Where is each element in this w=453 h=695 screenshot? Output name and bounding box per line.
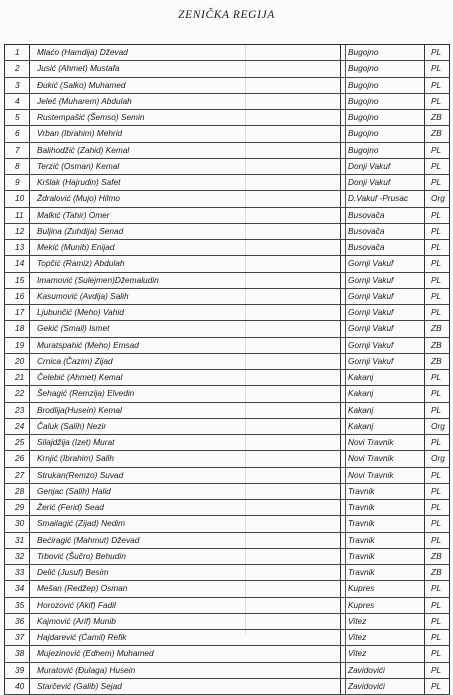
table-row bbox=[4, 321, 450, 337]
row-number: 22 bbox=[4, 386, 30, 401]
party-code: PL bbox=[426, 614, 450, 629]
table-row bbox=[4, 175, 450, 191]
party-code: PL bbox=[426, 143, 450, 158]
row-number: 38 bbox=[4, 646, 30, 661]
municipality: Gornji Vakuf bbox=[346, 338, 425, 353]
municipality: Busovača bbox=[346, 240, 425, 255]
party-code: Org bbox=[426, 419, 450, 434]
municipality: Bugojno bbox=[346, 126, 425, 141]
row-number: 25 bbox=[4, 435, 30, 450]
row-number: 39 bbox=[4, 663, 30, 678]
table-row bbox=[4, 370, 450, 386]
party-code: PL bbox=[426, 435, 450, 450]
party-code: PL bbox=[426, 45, 450, 60]
row-number: 26 bbox=[4, 451, 30, 466]
member-name: Mujezinović (Edhem) Muhamed bbox=[31, 646, 341, 661]
table-row bbox=[4, 533, 450, 549]
municipality: Zavidovići bbox=[346, 679, 425, 694]
municipality: Travnik bbox=[346, 516, 425, 531]
party-code: PL bbox=[426, 484, 450, 499]
party-code: Org bbox=[426, 191, 450, 206]
member-table bbox=[4, 44, 450, 695]
party-code: PL bbox=[426, 305, 450, 320]
row-number: 18 bbox=[4, 321, 30, 336]
row-number: 6 bbox=[4, 126, 30, 141]
member-name: Kršlak (Hajrudin) Safet bbox=[31, 175, 341, 190]
table-row bbox=[4, 208, 450, 224]
party-code: ZB bbox=[426, 338, 450, 353]
table-row bbox=[4, 305, 450, 321]
table-row bbox=[4, 338, 450, 354]
page-title: ZENIČKA REGIJA bbox=[178, 9, 275, 21]
party-code: PL bbox=[426, 679, 450, 694]
party-code: PL bbox=[426, 256, 450, 271]
member-name: Žerić (Ferid) Sead bbox=[31, 500, 341, 515]
table-row bbox=[4, 663, 450, 679]
row-number: 15 bbox=[4, 273, 30, 288]
table-row bbox=[4, 256, 450, 272]
municipality: Vitez bbox=[346, 646, 425, 661]
table-row bbox=[4, 354, 450, 370]
table-row bbox=[4, 45, 450, 61]
member-name: Muratspahić (Meho) Emsad bbox=[31, 338, 341, 353]
row-number: 30 bbox=[4, 516, 30, 531]
row-number: 28 bbox=[4, 484, 30, 499]
municipality: Travnik bbox=[346, 533, 425, 548]
row-number: 5 bbox=[4, 110, 30, 125]
table-row bbox=[4, 94, 450, 110]
table-row bbox=[4, 516, 450, 532]
party-code: PL bbox=[426, 598, 450, 613]
member-name: Delić (Jusuf) Besim bbox=[31, 565, 341, 580]
table-row bbox=[4, 419, 450, 435]
table-row bbox=[4, 61, 450, 77]
table-row bbox=[4, 549, 450, 565]
party-code: ZB bbox=[426, 354, 450, 369]
member-name: Ždralović (Mujo) Hilmo bbox=[31, 191, 341, 206]
member-name: Šehagić (Remzija) Elvedin bbox=[31, 386, 341, 401]
table-row bbox=[4, 614, 450, 630]
table-row bbox=[4, 191, 450, 207]
municipality: Gornji Vakuf bbox=[346, 321, 425, 336]
municipality: Travnik bbox=[346, 565, 425, 580]
party-code: PL bbox=[426, 630, 450, 645]
party-code: PL bbox=[426, 516, 450, 531]
row-number: 29 bbox=[4, 500, 30, 515]
table-row bbox=[4, 468, 450, 484]
table-row bbox=[4, 565, 450, 581]
row-number: 9 bbox=[4, 175, 30, 190]
party-code: PL bbox=[426, 78, 450, 93]
member-name: Vrban (Ibrahim) Mehrid bbox=[31, 126, 341, 141]
municipality: Novi Travnik bbox=[346, 468, 425, 483]
municipality: Travnik bbox=[346, 500, 425, 515]
party-code: PL bbox=[426, 468, 450, 483]
municipality: Kakanj bbox=[346, 403, 425, 418]
municipality: Kakanj bbox=[346, 370, 425, 385]
member-name: Malkić (Tahir) Omer bbox=[31, 208, 341, 223]
table-row bbox=[4, 78, 450, 94]
member-name: Brodlija(Husein) Kemal bbox=[31, 403, 341, 418]
member-name: Krnjić (Ibrahim) Salih bbox=[31, 451, 341, 466]
member-name: Hajdarević (Ćamil) Refik bbox=[31, 630, 341, 645]
row-number: 2 bbox=[4, 61, 30, 76]
member-name: Ljubunčić (Meho) Vahid bbox=[31, 305, 341, 320]
table-row bbox=[4, 386, 450, 402]
table-row bbox=[4, 126, 450, 142]
member-name: Bećiragić (Mahmut) Dževad bbox=[31, 533, 341, 548]
municipality: Busovača bbox=[346, 224, 425, 239]
member-name: Buljina (Zuhdija) Senad bbox=[31, 224, 341, 239]
party-code: PL bbox=[426, 289, 450, 304]
party-code: ZB bbox=[426, 126, 450, 141]
row-number: 8 bbox=[4, 159, 30, 174]
row-number: 16 bbox=[4, 289, 30, 304]
row-number: 4 bbox=[4, 94, 30, 109]
row-number: 13 bbox=[4, 240, 30, 255]
municipality: Gornji Vakuf bbox=[346, 256, 425, 271]
municipality: Bugojno bbox=[346, 78, 425, 93]
municipality: Gornji Vakuf bbox=[346, 289, 425, 304]
table-row bbox=[4, 630, 450, 646]
municipality: Kakanj bbox=[346, 386, 425, 401]
municipality: Donji Vakuf bbox=[346, 175, 425, 190]
municipality: Bugojno bbox=[346, 110, 425, 125]
member-name: Kajmović (Arif) Munib bbox=[31, 614, 341, 629]
municipality: Kupres bbox=[346, 598, 425, 613]
member-name: Mekić (Munib) Enijad bbox=[31, 240, 341, 255]
party-code: PL bbox=[426, 533, 450, 548]
row-number: 20 bbox=[4, 354, 30, 369]
member-name: Crnica (Čazim) Zijad bbox=[31, 354, 341, 369]
party-code: Org bbox=[426, 451, 450, 466]
table-row bbox=[4, 110, 450, 126]
party-code: ZB bbox=[426, 321, 450, 336]
party-code: PL bbox=[426, 646, 450, 661]
party-code: PL bbox=[426, 403, 450, 418]
table-row bbox=[4, 224, 450, 240]
member-name: Imamović (Sulejmen)Džemaludin bbox=[31, 273, 341, 288]
municipality: Kupres bbox=[346, 581, 425, 596]
party-code: PL bbox=[426, 159, 450, 174]
member-name: Starčević (Galib) Sejad bbox=[31, 679, 341, 694]
member-name: Balihodžić (Zahid) Kemal bbox=[31, 143, 341, 158]
row-number: 7 bbox=[4, 143, 30, 158]
party-code: PL bbox=[426, 500, 450, 515]
municipality: Novi Travnik bbox=[346, 435, 425, 450]
member-name: Strukan(Remzo) Suvad bbox=[31, 468, 341, 483]
member-name: Trbović (Šučro) Behudin bbox=[31, 549, 341, 564]
municipality: Travnik bbox=[346, 484, 425, 499]
municipality: Donji Vakuf bbox=[346, 159, 425, 174]
member-name: Čaluk (Salih) Nezir bbox=[31, 419, 341, 434]
row-number: 34 bbox=[4, 581, 30, 596]
municipality: Bugojno bbox=[346, 45, 425, 60]
row-number: 11 bbox=[4, 208, 30, 223]
municipality: Gornji Vakuf bbox=[346, 354, 425, 369]
row-number: 23 bbox=[4, 403, 30, 418]
row-number: 40 bbox=[4, 679, 30, 694]
party-code: PL bbox=[426, 208, 450, 223]
row-number: 10 bbox=[4, 191, 30, 206]
row-number: 1 bbox=[4, 45, 30, 60]
row-number: 32 bbox=[4, 549, 30, 564]
member-name: Genjac (Salih) Halid bbox=[31, 484, 341, 499]
member-name: Silajdžija (Izet) Murat bbox=[31, 435, 341, 450]
row-number: 21 bbox=[4, 370, 30, 385]
party-code: PL bbox=[426, 663, 450, 678]
party-code: PL bbox=[426, 273, 450, 288]
municipality: D.Vakuf -Prusac bbox=[346, 191, 425, 206]
member-name: Smailagić (Zijad) Nedim bbox=[31, 516, 341, 531]
table-row bbox=[4, 581, 450, 597]
row-number: 33 bbox=[4, 565, 30, 580]
municipality: Zavidovići bbox=[346, 663, 425, 678]
row-number: 3 bbox=[4, 78, 30, 93]
party-code: PL bbox=[426, 370, 450, 385]
table-row bbox=[4, 598, 450, 614]
table-row bbox=[4, 273, 450, 289]
member-name: Horozović (Akif) Fadil bbox=[31, 598, 341, 613]
table-row bbox=[4, 403, 450, 419]
party-code: ZB bbox=[426, 110, 450, 125]
member-name: Čelebić (Ahmet) Kemal bbox=[31, 370, 341, 385]
member-name: Kasumović (Avdija) Salih bbox=[31, 289, 341, 304]
table-row bbox=[4, 435, 450, 451]
municipality: Bugojno bbox=[346, 61, 425, 76]
party-code: PL bbox=[426, 240, 450, 255]
row-number: 37 bbox=[4, 630, 30, 645]
member-name: Muratović (Đulaga) Husein bbox=[31, 663, 341, 678]
municipality: Vitez bbox=[346, 614, 425, 629]
party-code: ZB bbox=[426, 549, 450, 564]
member-name: Mlaćo (Hamdija) Dževad bbox=[31, 45, 341, 60]
member-name: Jeleč (Muharem) Abdulah bbox=[31, 94, 341, 109]
table-row bbox=[4, 646, 450, 662]
member-name: Jusić (Ahmet) Mustafa bbox=[31, 61, 341, 76]
member-name: Terzić (Osman) Kemal bbox=[31, 159, 341, 174]
table-row bbox=[4, 289, 450, 305]
municipality: Busovača bbox=[346, 208, 425, 223]
municipality: Vitez bbox=[346, 630, 425, 645]
row-number: 27 bbox=[4, 468, 30, 483]
municipality: Gornji Vakuf bbox=[346, 273, 425, 288]
municipality: Travnik bbox=[346, 549, 425, 564]
party-code: PL bbox=[426, 94, 450, 109]
row-number: 14 bbox=[4, 256, 30, 271]
table-row bbox=[4, 240, 450, 256]
member-name: Đukić (Salko) Muhamed bbox=[31, 78, 341, 93]
member-name: Gekić (Smail) Ismet bbox=[31, 321, 341, 336]
table-row bbox=[4, 143, 450, 159]
member-name: Rustempašić (Šemso) Semin bbox=[31, 110, 341, 125]
row-number: 12 bbox=[4, 224, 30, 239]
row-number: 17 bbox=[4, 305, 30, 320]
table-row bbox=[4, 484, 450, 500]
row-number: 36 bbox=[4, 614, 30, 629]
row-number: 35 bbox=[4, 598, 30, 613]
row-number: 19 bbox=[4, 338, 30, 353]
municipality: Bugojno bbox=[346, 94, 425, 109]
table-row bbox=[4, 451, 450, 467]
municipality: Kakanj bbox=[346, 419, 425, 434]
party-code: PL bbox=[426, 175, 450, 190]
row-number: 31 bbox=[4, 533, 30, 548]
party-code: ZB bbox=[426, 565, 450, 580]
table-row bbox=[4, 679, 450, 695]
member-name: Mešan (Redžep) Osman bbox=[31, 581, 341, 596]
party-code: PL bbox=[426, 386, 450, 401]
municipality: Bugojno bbox=[346, 143, 425, 158]
party-code: PL bbox=[426, 61, 450, 76]
member-name: Topčić (Ramiz) Abdulah bbox=[31, 256, 341, 271]
table-row bbox=[4, 500, 450, 516]
row-number: 24 bbox=[4, 419, 30, 434]
table-row bbox=[4, 159, 450, 175]
municipality: Novi Travnik bbox=[346, 451, 425, 466]
party-code: PL bbox=[426, 581, 450, 596]
party-code: PL bbox=[426, 224, 450, 239]
municipality: Gornji Vakuf bbox=[346, 305, 425, 320]
